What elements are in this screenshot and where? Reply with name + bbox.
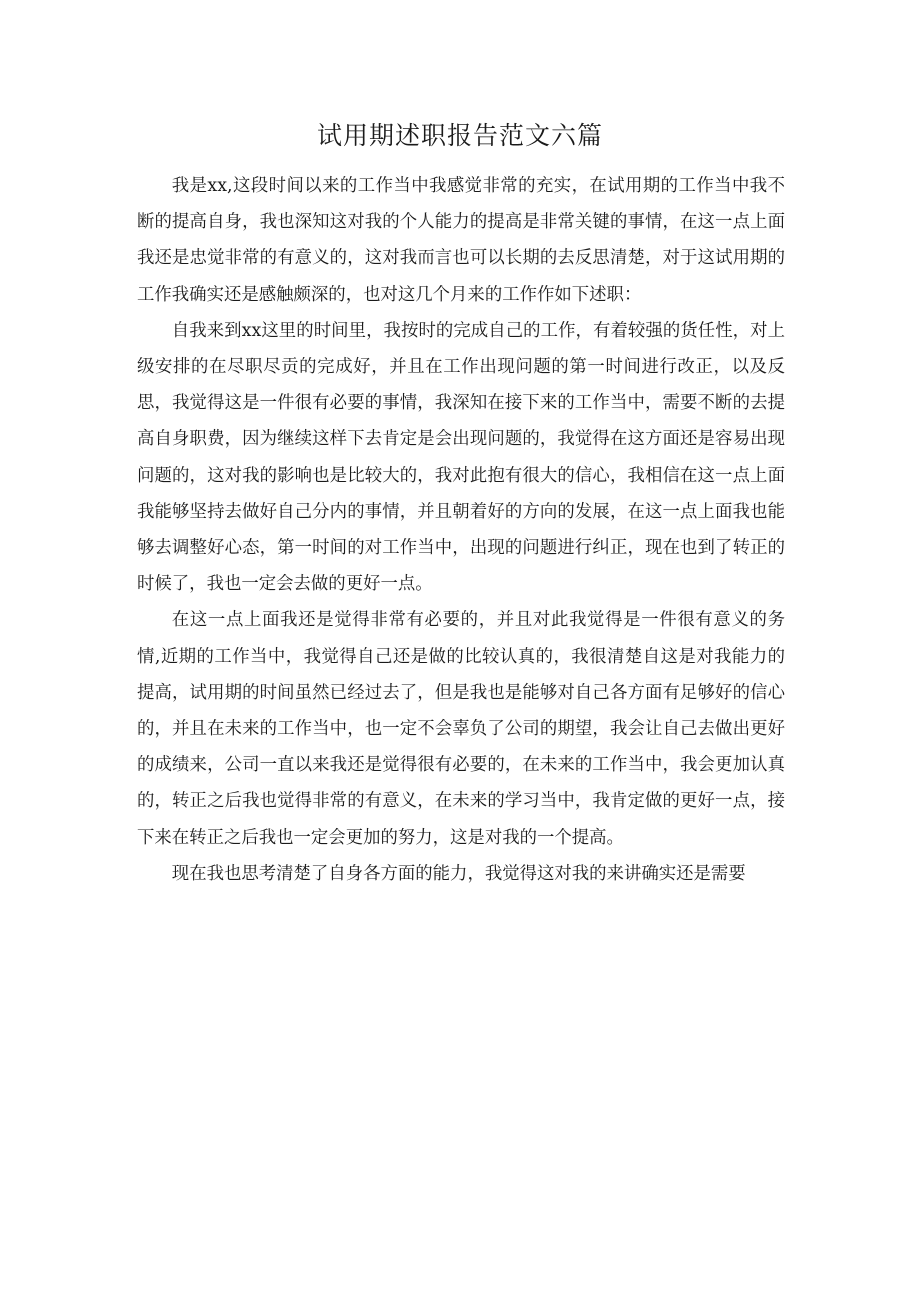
paragraph-4: 现在我也思考清楚了自身各方面的能力，我觉得这对我的来讲确实还是需要 <box>171 863 746 884</box>
paragraph-1: 我是xx,这段时间以来的工作当中我感觉非常的充实，在试用期的工作当中我不断的提高自身，我也深知这对我的个人能力的提高是非常关键的事情，在这一点上面我还是忠觉非常的有意义的，这对我而言也可以长期的去反思清楚，对于这试用期的工作我确实还是感触颇深的，也对这几个月来的工作作如下述职： <box>137 176 785 305</box>
paragraph-2: 自我来到xx这里的时间里，我按时的完成自己的工作，有着较强的货任性，对上级安排的在尽职尽贡的完成好，并且在工作出现问题的第一时间进行改正，以及反思，我觉得这是一件很有必要的事情，我深知在接下来的工作当中，需要不断的去提高自身职费，因为继续这样下去肯定是会出现问题的，我觉得在这方面还是容易出现问题的，这对我的影响也是比较大的，我对此抱有很大的信心，我相信在这一点上面我能够坚持去做好自己分内的事情，并且朝着好的方向的发展，在这一点上面我也能够去调整好心态，第一时间的对工作当中，出现的问题进行纠正，现在也到了转正的时候了，我也一定会去做的更好一点。 <box>137 320 785 595</box>
document-body <box>137 168 785 892</box>
paragraph-3: 在这一点上面我还是觉得非常有必要的，并且对此我觉得是一件很有意义的务情,近期的工作当中，我觉得自己还是做的比较认真的，我很清楚自这是对我能力的提高，试用期的时间虽然已经过去了，但是我也是能够对自己各方面有足够好的信心的，并且在未来的工作当中，也一定不会辜负了公司的期望，我会让自己去做出更好的成绩来，公司一直以来我还是觉得很有必要的，在未来的工作当中，我会更加认真的，转正之后我也觉得非常的有意义，在未来的学习当中，我肯定做的更好一点，接下来在转正之后我也一定会更加的努力，这是对我的一个提高。 <box>137 610 785 848</box>
document-title: 试用期述职报告范文六篇 <box>316 121 603 150</box>
